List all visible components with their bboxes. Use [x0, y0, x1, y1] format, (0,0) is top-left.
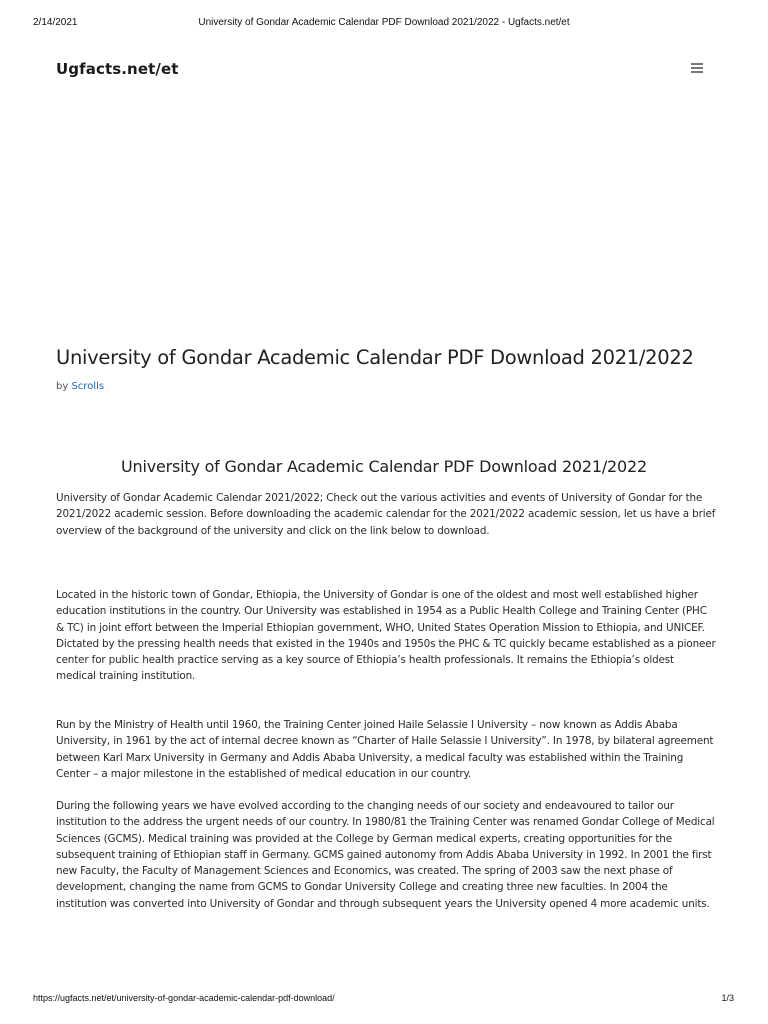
author-link[interactable]: Scrolls	[71, 381, 105, 392]
menu-bar	[691, 63, 703, 65]
print-date: 2/14/2021	[33, 17, 78, 28]
menu-bar	[691, 71, 703, 73]
print-url: https://ugfacts.net/et/university-of-gondar-academic-calendar-pdf-download/	[33, 993, 335, 1003]
article-paragraph: University of Gondar Academic Calendar 2021/2022; Check out the various activities and events of University of Gondar for the 2021/2022 academic session. Before downloading the academic calendar for the 2021/2022 academic session, let us have a brief overview of the background of the university and click on the link below to download.	[56, 492, 716, 537]
ad-space	[56, 100, 712, 330]
print-header	[0, 17, 768, 33]
site-header	[56, 56, 712, 86]
entry-title: University of Gondar Academic Calendar PDF Download 2021/2022	[56, 346, 694, 369]
byline	[56, 381, 104, 392]
print-page-number: 1/3	[721, 993, 734, 1003]
byline-prefix: by	[56, 381, 69, 392]
print-page-title: University of Gondar Academic Calendar PDF Download 2021/2022 - Ugfacts.net/et	[198, 17, 570, 28]
article-paragraph: Located in the historic town of Gondar, Ethiopia, the University of Gondar is one of the oldest and most well established higher education institutions in the country. Our University was established in 1954 as a Public Health College and Training Center (PHC & TC) in joint effort between the Imperial Ethiopian government, WHO, United States Operation Mission to Ethiopia, and UNICEF. Dictated by the pressing health needs that existed in the 1940s and 1950s the PHC & TC quickly became established as a pioneer center for public health practice serving as a key source of Ethiopia’s health professionals. It remains the Ethiopia’s oldest medical training institution.	[56, 589, 716, 683]
menu-bar	[691, 67, 703, 69]
article-paragraph: Run by the Ministry of Health until 1960, the Training Center joined Haile Selassie I University – now known as Addis Ababa University, in 1961 by the act of internal decree known as “Charter of Haile Selassie I University”. In 1978, by bilateral agreement between Karl Marx University in Germany and Addis Ababa University, a medical faculty was established within the Training Center – a major milestone in the established of medical education in our country.	[56, 719, 714, 780]
print-footer	[0, 993, 768, 1007]
article-heading: University of Gondar Academic Calendar PDF Download 2021/2022	[121, 457, 647, 476]
hamburger-menu-icon[interactable]	[691, 63, 703, 73]
site-logo[interactable]: Ugfacts.net/et	[56, 60, 179, 78]
article-paragraph: During the following years we have evolved according to the changing needs of our society and endeavoured to tailor our institution to the address the urgent needs of our country. In 1980/81 the Training Center was renamed Gondar College of Medical Sciences (GCMS). Medical training was provided at the College by German medical experts, creating opportunities for the subsequent training of Ethiopian staff in Germany. GCMS gained autonomy from Addis Ababa University in 1992. In 2001 the first new Faculty, the Faculty of Management Sciences and Economics, was created. The spring of 2003 saw the next phase of development, changing the name from GCMS to Gondar University College and creating three new faculties. In 2004 the institution was converted into University of Gondar and through subsequent years the University opened 4 more academic units.	[56, 800, 715, 910]
